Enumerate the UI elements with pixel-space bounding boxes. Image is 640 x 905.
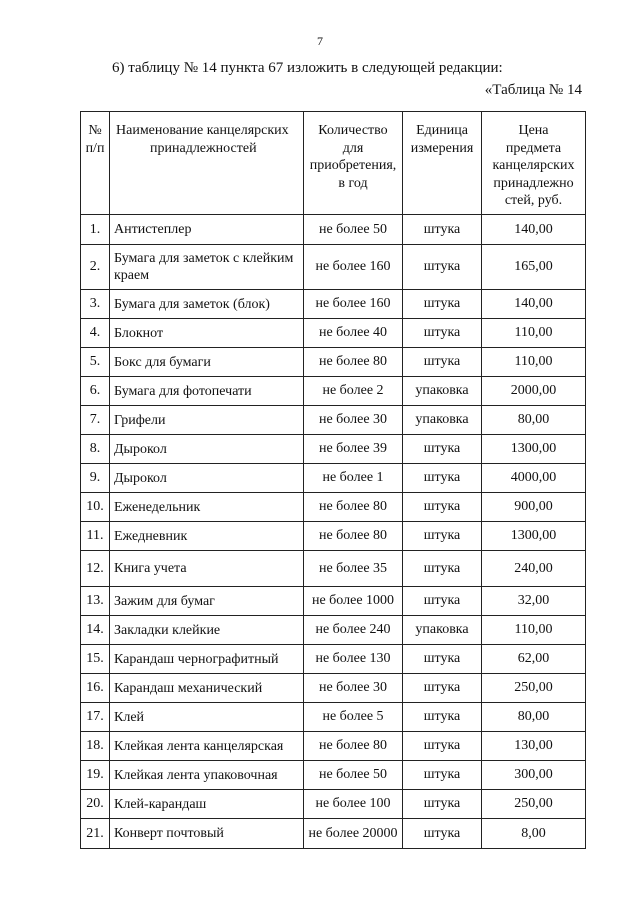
row-num: 12. <box>81 551 110 587</box>
row-unit: штука <box>403 245 482 290</box>
table-row <box>81 645 586 674</box>
row-qty: не более 240 <box>304 616 403 645</box>
row-price: 240,00 <box>482 551 586 587</box>
row-unit: штука <box>403 435 482 464</box>
row-price: 300,00 <box>482 761 586 790</box>
row-qty: не более 80 <box>304 348 403 377</box>
row-num: 4. <box>81 319 110 348</box>
table-row <box>81 377 586 406</box>
row-qty: не более 1 <box>304 464 403 493</box>
row-name: Клейкая лента упаковочная <box>110 761 304 790</box>
header-name <box>110 112 304 215</box>
row-num: 7. <box>81 406 110 435</box>
row-num: 9. <box>81 464 110 493</box>
row-name: Ежедневник <box>110 522 304 551</box>
row-name: Карандаш чернографитный <box>110 645 304 674</box>
row-qty: не более 2 <box>304 377 403 406</box>
row-qty: не более 1000 <box>304 587 403 616</box>
intro-text: 6) таблицу № 14 пункта 67 изложить в следующей редакции: <box>112 60 503 76</box>
row-unit: штука <box>403 587 482 616</box>
table-row <box>81 761 586 790</box>
row-num: 1. <box>81 215 110 245</box>
table-row <box>81 406 586 435</box>
row-name: Бумага для фотопечати <box>110 377 304 406</box>
row-name: Клейкая лента канцелярская <box>110 732 304 761</box>
row-unit: штука <box>403 703 482 732</box>
row-qty: не более 5 <box>304 703 403 732</box>
row-unit: штука <box>403 215 482 245</box>
stationery-table <box>80 111 586 849</box>
row-qty: не более 160 <box>304 245 403 290</box>
row-name: Антистеплер <box>110 215 304 245</box>
row-qty: не более 50 <box>304 215 403 245</box>
row-price: 32,00 <box>482 587 586 616</box>
row-qty: не более 80 <box>304 493 403 522</box>
row-num: 6. <box>81 377 110 406</box>
row-qty: не более 20000 <box>304 819 403 849</box>
row-price: 250,00 <box>482 790 586 819</box>
row-price: 1300,00 <box>482 522 586 551</box>
row-price: 62,00 <box>482 645 586 674</box>
row-name: Зажим для бумаг <box>110 587 304 616</box>
row-price: 165,00 <box>482 245 586 290</box>
header-line: п/п <box>85 140 105 156</box>
row-name: Бокс для бумаги <box>110 348 304 377</box>
table-label: «Таблица № 14 <box>484 82 582 98</box>
row-name: Дырокол <box>110 435 304 464</box>
table-row <box>81 215 586 245</box>
row-num: 2. <box>81 245 110 290</box>
header-line: принадлежно <box>493 175 574 191</box>
row-unit: упаковка <box>403 616 482 645</box>
row-unit: штука <box>403 551 482 587</box>
row-unit: упаковка <box>403 377 482 406</box>
header-line: Единица <box>416 123 468 138</box>
row-unit: штука <box>403 761 482 790</box>
row-price: 110,00 <box>482 348 586 377</box>
row-unit: штука <box>403 674 482 703</box>
row-qty: не более 130 <box>304 645 403 674</box>
table-row <box>81 245 586 290</box>
row-unit: штука <box>403 290 482 319</box>
row-price: 2000,00 <box>482 377 586 406</box>
row-name: Дырокол <box>110 464 304 493</box>
row-num: 20. <box>81 790 110 819</box>
header-line: в год <box>338 175 368 191</box>
row-qty: не более 80 <box>304 732 403 761</box>
row-unit: штука <box>403 493 482 522</box>
row-num: 3. <box>81 290 110 319</box>
table-row <box>81 703 586 732</box>
row-num: 14. <box>81 616 110 645</box>
row-num: 16. <box>81 674 110 703</box>
row-price: 8,00 <box>482 819 586 849</box>
header-line: стей, руб. <box>504 193 563 208</box>
row-name: Блокнот <box>110 319 304 348</box>
row-qty: не более 160 <box>304 290 403 319</box>
table-row <box>81 551 586 587</box>
row-name: Книга учета <box>110 551 304 587</box>
header-line: предмета <box>505 140 562 156</box>
row-price: 140,00 <box>482 290 586 319</box>
header-line: № <box>88 123 102 138</box>
row-price: 130,00 <box>482 732 586 761</box>
row-unit: упаковка <box>403 406 482 435</box>
row-price: 250,00 <box>482 674 586 703</box>
table-row <box>81 819 586 849</box>
header-qty <box>304 112 403 215</box>
row-price: 80,00 <box>482 703 586 732</box>
table-row <box>81 790 586 819</box>
header-line: приобретения, <box>309 158 397 173</box>
row-qty: не более 80 <box>304 522 403 551</box>
row-qty: не более 30 <box>304 674 403 703</box>
row-unit: штука <box>403 790 482 819</box>
row-num: 11. <box>81 522 110 551</box>
row-price: 110,00 <box>482 319 586 348</box>
row-price: 80,00 <box>482 406 586 435</box>
row-price: 1300,00 <box>482 435 586 464</box>
row-unit: штука <box>403 732 482 761</box>
row-name: Еженедельник <box>110 493 304 522</box>
row-num: 15. <box>81 645 110 674</box>
row-unit: штука <box>403 645 482 674</box>
row-price: 4000,00 <box>482 464 586 493</box>
header-line: для <box>342 140 364 156</box>
row-qty: не более 30 <box>304 406 403 435</box>
page-number: 7 <box>317 34 323 48</box>
row-name: Клей-карандаш <box>110 790 304 819</box>
row-price: 140,00 <box>482 215 586 245</box>
header-line: Количество <box>318 123 388 138</box>
row-qty: не более 35 <box>304 551 403 587</box>
header-line: Цена <box>518 123 549 138</box>
row-qty: не более 50 <box>304 761 403 790</box>
row-num: 13. <box>81 587 110 616</box>
table-row <box>81 464 586 493</box>
row-qty: не более 100 <box>304 790 403 819</box>
header-num <box>81 112 110 215</box>
row-num: 5. <box>81 348 110 377</box>
row-num: 17. <box>81 703 110 732</box>
table-header-row <box>81 112 586 215</box>
row-price: 900,00 <box>482 493 586 522</box>
header-price <box>482 112 586 215</box>
row-name: Бумага для заметок (блок) <box>110 290 304 319</box>
row-num: 10. <box>81 493 110 522</box>
table-row <box>81 616 586 645</box>
header-line: Наименование канцелярских <box>116 123 289 138</box>
row-unit: штука <box>403 464 482 493</box>
row-qty: не более 39 <box>304 435 403 464</box>
table-row <box>81 732 586 761</box>
header-line: принадлежностей <box>150 140 257 156</box>
row-name: Конверт почтовый <box>110 819 304 849</box>
table-row <box>81 348 586 377</box>
header-unit <box>403 112 482 215</box>
row-name: Бумага для заметок с клейким краем <box>110 245 304 290</box>
row-unit: штука <box>403 522 482 551</box>
row-price: 110,00 <box>482 616 586 645</box>
header-line: измерения <box>410 140 474 156</box>
row-name: Клей <box>110 703 304 732</box>
row-num: 19. <box>81 761 110 790</box>
row-unit: штука <box>403 348 482 377</box>
table-row <box>81 674 586 703</box>
table-row <box>81 522 586 551</box>
header-line: канцелярских <box>492 158 575 173</box>
row-unit: штука <box>403 319 482 348</box>
table-row <box>81 587 586 616</box>
row-name: Карандаш механический <box>110 674 304 703</box>
row-num: 8. <box>81 435 110 464</box>
table-row <box>81 319 586 348</box>
table-row <box>81 493 586 522</box>
row-qty: не более 40 <box>304 319 403 348</box>
table-row <box>81 290 586 319</box>
table-row <box>81 435 586 464</box>
row-num: 18. <box>81 732 110 761</box>
row-name: Грифели <box>110 406 304 435</box>
row-num: 21. <box>81 819 110 849</box>
row-unit: штука <box>403 819 482 849</box>
row-name: Закладки клейкие <box>110 616 304 645</box>
